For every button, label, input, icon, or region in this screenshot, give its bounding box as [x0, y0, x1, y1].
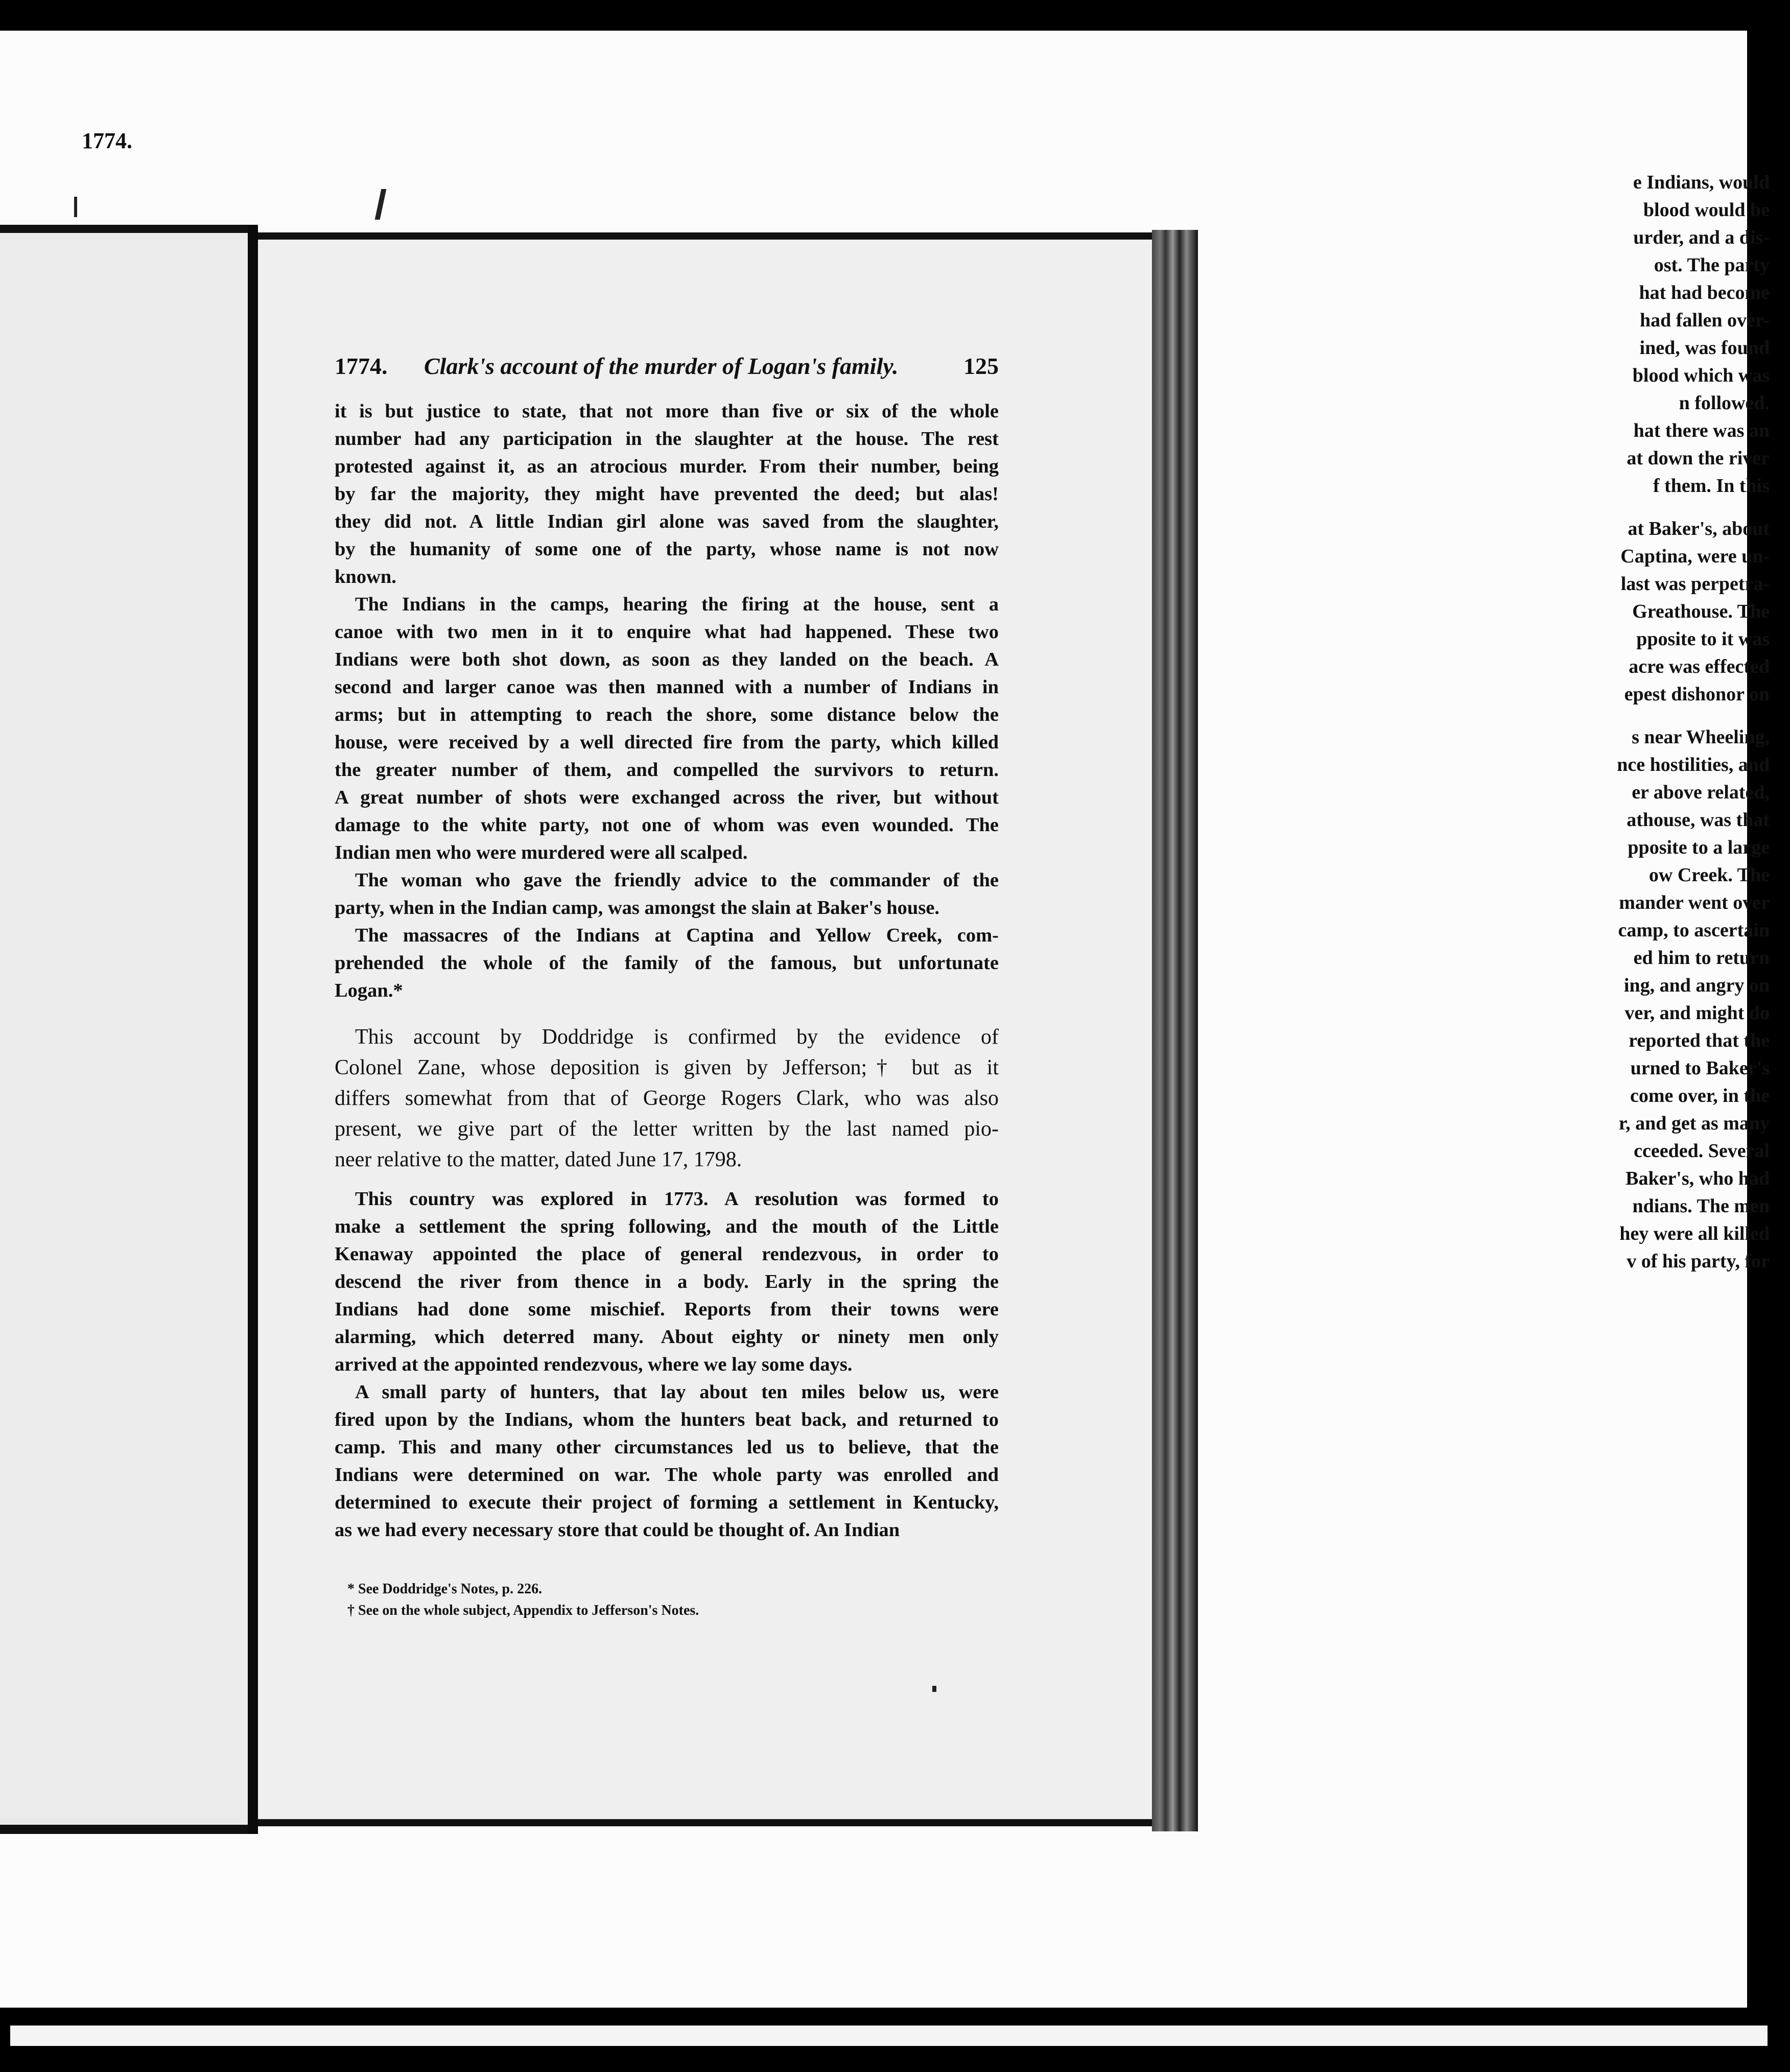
left-page-line: athouse, was that: [1627, 809, 1770, 831]
left-page-line: ndians. The men: [1632, 1195, 1770, 1217]
left-page: [0, 225, 258, 1834]
text-line: fired upon by the Indians, whom the hunters beat back, and returned to: [335, 1409, 999, 1430]
text-line: The massacres of the Indians at Captina and Yellow Creek, com-: [355, 925, 999, 946]
left-page-line: at down the river: [1627, 448, 1770, 469]
left-page-line: last was perpetra-: [1620, 573, 1770, 595]
left-page-line: acre was effected: [1629, 656, 1770, 677]
left-page-text: [1524, 169, 1770, 1275]
left-page-line: [1524, 708, 1770, 723]
left-page-line: f them. In this: [1653, 475, 1770, 497]
left-page-line: epest dishonor on: [1624, 684, 1770, 705]
left-page-line: urned to Baker's: [1630, 1057, 1770, 1079]
text-line: The Indians in the camps, hearing the firing at the house, sent a: [355, 594, 999, 615]
left-page-line: pposite to a large: [1628, 837, 1770, 858]
text-line: This country was explored in 1773. A resolution was formed to: [355, 1188, 999, 1210]
book-gutter: [248, 225, 258, 1834]
running-header: [335, 352, 999, 383]
left-page-line: ined, was found: [1639, 337, 1770, 359]
text-line: canoe with two men in it to enquire what had happened. These two: [335, 621, 999, 643]
left-page-line: blood which was: [1632, 365, 1770, 386]
text-line: as we had every necessary store that could be thought of. An Indian: [335, 1519, 900, 1541]
left-page-line: reported that the: [1629, 1030, 1770, 1051]
left-page-line: pposite to it was: [1636, 628, 1770, 650]
text-line: party, when in the Indian camp, was amongst the slain at Baker's house.: [335, 897, 940, 919]
left-page-line: e Indians, would: [1633, 172, 1770, 193]
scan-border-bottom: [0, 2010, 1790, 2072]
text-line: arrived at the appointed rendezvous, where we lay some days.: [335, 1354, 853, 1375]
footnotes: [347, 1579, 960, 1621]
left-page-line: at Baker's, about: [1628, 518, 1770, 539]
left-page-line: ver, and might do: [1624, 1002, 1770, 1024]
left-page-line: urder, and a dis-: [1633, 227, 1770, 248]
text-line: determined to execute their project of forming a settlement in Kentucky,: [335, 1492, 999, 1513]
text-line: number had any participation in the slaughter at the house. The rest: [335, 428, 999, 450]
scan-mark: [932, 1686, 936, 1692]
scan-mark: [74, 197, 77, 217]
left-page-line: had fallen over-: [1639, 310, 1770, 331]
text-line: by the humanity of some one of the party, whose name is not now: [335, 538, 999, 560]
text-line: Indians had done some mischief. Reports from their towns were: [335, 1299, 999, 1320]
page-number: 125: [963, 353, 999, 379]
left-page-line: mander went over: [1619, 892, 1770, 913]
left-page-line: cceeded. Several: [1634, 1140, 1770, 1162]
text-line: protested against it, as an atrocious murder. From their number, being: [335, 456, 999, 477]
text-line: camp. This and many other circumstances led us to believe, that the: [335, 1437, 999, 1458]
text-line: by far the majority, they might have prevented the deed; but alas!: [335, 483, 999, 505]
text-line: neer relative to the matter, dated June 17, 1798.: [335, 1148, 742, 1171]
left-page-header-year: 1774.: [82, 128, 132, 153]
left-page-line: blood would be: [1643, 199, 1770, 221]
left-page-line: [1524, 500, 1770, 515]
text-line: the greater number of them, and compelled the survivors to return.: [335, 759, 999, 781]
left-page-line: camp, to ascertain: [1618, 920, 1770, 941]
left-page-line: er above related,: [1632, 782, 1770, 803]
left-page-line: ed him to return: [1633, 947, 1770, 969]
left-page-line: Baker's, who had: [1626, 1168, 1770, 1189]
left-page-line: hat had become: [1639, 282, 1770, 303]
header-year: 1774.: [335, 353, 388, 379]
text-line: Indians were determined on war. The whole party was enrolled and: [335, 1464, 999, 1486]
text-line: arms; but in attempting to reach the shore, some distance below the: [335, 704, 999, 725]
text-line: The woman who gave the friendly advice to the commander of the: [355, 869, 999, 891]
text-line: Indians were both shot down, as soon as they landed on the beach. A: [335, 649, 999, 670]
left-page-line: ow Creek. The: [1648, 864, 1770, 886]
left-page-line: Greathouse. The: [1632, 601, 1770, 622]
left-page-line: n followed.: [1679, 392, 1770, 414]
left-page-line: nce hostilities, and: [1617, 754, 1770, 775]
footnote: * See Doddridge's Notes, p. 226.: [347, 1581, 543, 1597]
text-line: This account by Doddridge is confirmed by the evidence of: [355, 1025, 999, 1049]
text-line: they did not. A little Indian girl alone was saved from the slaughter,: [335, 511, 999, 532]
text-line: make a settlement the spring following, and the mouth of the Little: [335, 1216, 999, 1237]
footnote: † See on the whole subject, Appendix to Jefferson's Notes.: [347, 1603, 699, 1618]
text-line: damage to the white party, not one of whom was even wounded. The: [335, 814, 999, 836]
text-line: A small party of hunters, that lay about ten miles below us, were: [355, 1381, 999, 1403]
left-page-line: s near Wheeling,: [1632, 726, 1770, 748]
text-line: Indian men who were murdered were all scalped.: [335, 842, 748, 863]
text-line: present, we give part of the letter written by the last named pio-: [335, 1117, 999, 1141]
left-page-line: hey were all killed: [1619, 1223, 1770, 1244]
left-page-line: r, and get as many: [1618, 1113, 1770, 1134]
text-line: descend the river from thence in a body. Early in the spring the: [335, 1271, 999, 1292]
text-line: Kenaway appointed the place of general rendezvous, in order to: [335, 1243, 999, 1265]
text-line: second and larger canoe was then manned with a number of Indians in: [335, 676, 999, 698]
left-page-line: come over, in the: [1630, 1085, 1770, 1106]
text-line: prehended the whole of the family of the famous, but unfortunate: [335, 952, 999, 974]
text-line: alarming, which deterred many. About eighty or ninety men only: [335, 1326, 999, 1348]
left-page-line: v of his party, for: [1627, 1251, 1770, 1272]
text-line: A great number of shots were exchanged across the river, but without: [335, 787, 999, 808]
page-edge-stack: [1152, 230, 1198, 1831]
page-body-text: [335, 397, 999, 1544]
text-line: differs somewhat from that of George Rogers Clark, who was also: [335, 1087, 999, 1110]
text-line: Colonel Zane, whose deposition is given by Jefferson;† but as it: [335, 1056, 999, 1079]
left-page-line: ost. The party: [1654, 254, 1770, 276]
text-line: house, were received by a well directed fire from the party, which killed: [335, 732, 999, 753]
left-page-line: ing, and angry on: [1623, 975, 1770, 996]
header-title: Clark's account of the murder of Logan's family.: [424, 353, 899, 379]
text-line: it is but justice to state, that not more than five or six of the whole: [335, 401, 999, 422]
left-page-line: Captina, were un-: [1620, 546, 1770, 567]
text-line: Logan.*: [335, 980, 403, 1001]
text-line: known.: [335, 566, 396, 587]
left-page-line: hat there was an: [1633, 420, 1770, 441]
